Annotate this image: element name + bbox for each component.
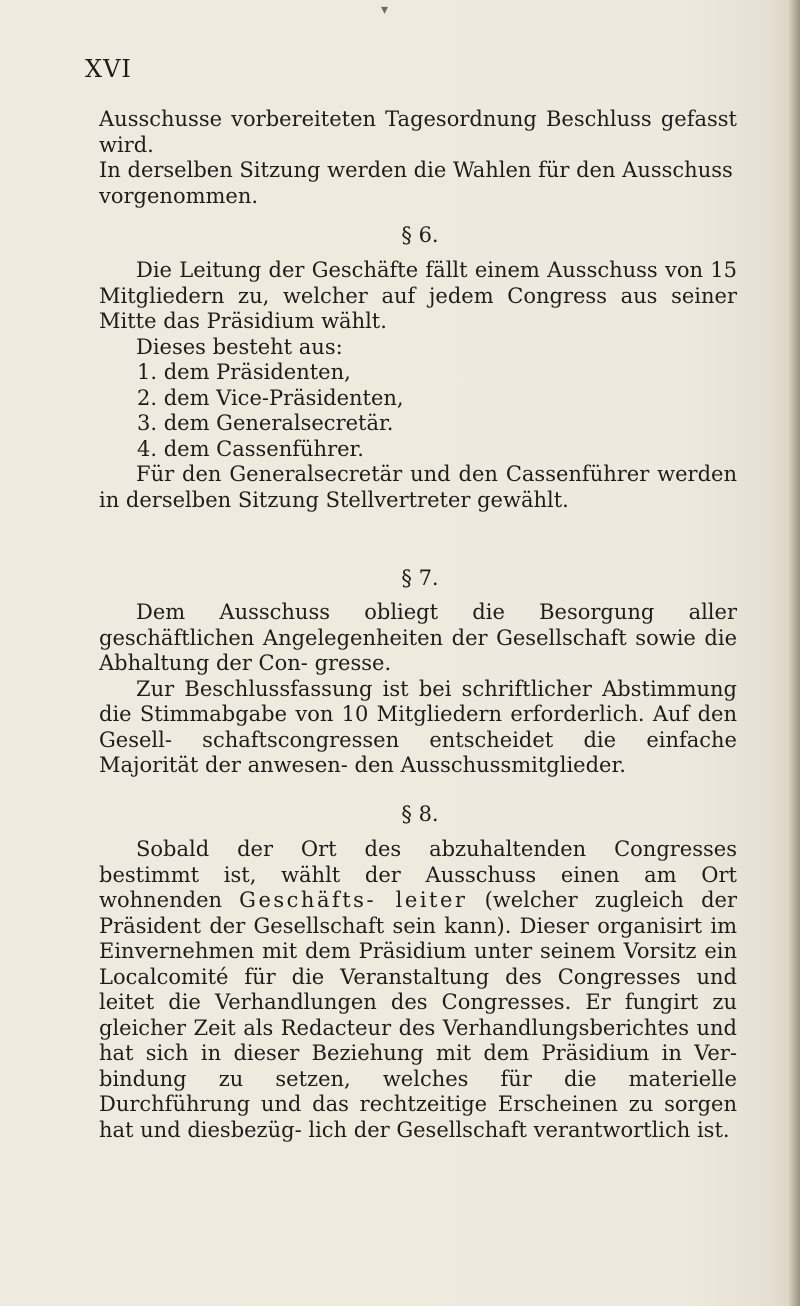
section-7-paragraph-1: Dem Ausschuss obliegt die Besorgung aller geschäftlichen Angelegenheiten der Gesellschaft sowie die Abhaltung der Con- gresse.	[99, 600, 737, 675]
section-8-emphasis: Geschäfts- leiter	[239, 888, 468, 912]
page-edge-shadow	[788, 0, 800, 1306]
section-7-body	[99, 600, 737, 779]
intro-line-1: Ausschusse vorbereiteten Tagesordnung Beschluss gefasst wird.	[99, 107, 737, 157]
section-6-list-item-1: 1. dem Präsidenten,	[137, 360, 351, 384]
section-8-text-start: Sobald der Ort des abzuhaltenden Congresses bestimmt ist, wählt der Ausschuss einen am Ort wohnenden	[99, 837, 737, 912]
section-heading-8: § 8.	[401, 802, 439, 826]
intro-paragraph	[99, 107, 737, 209]
intro-line-3: vorgenommen.	[99, 183, 259, 208]
section-6-list-item-3: 3. dem Generalsecretär.	[137, 411, 394, 435]
intro-line-2: In derselben Sitzung werden die Wahlen für den Ausschuss	[99, 158, 733, 182]
section-heading-7: § 7.	[401, 566, 439, 590]
section-8-body	[99, 837, 737, 1143]
page-number: XVI	[85, 55, 132, 83]
section-6-list-item-2: 2. dem Vice-Präsidenten,	[137, 385, 404, 410]
top-mark: ▾	[381, 2, 389, 18]
section-heading-6: § 6.	[401, 223, 439, 247]
section-6-body	[99, 258, 737, 513]
section-8-text-end: (welcher zugleich der Präsident der Gesellschaft sein kann). Dieser organisirt im Einvernehmen mit dem Präsidium unter seinem Vorsitz ein Localcomité für die Veranstaltung des Congresses und leitet die Verhandlungen des Congresses. Er fungirt zu gleicher Zeit als Redacteur des Verhandlungsberichtes und hat sich in dieser Beziehung mit dem Präsidium in Ver- bindung zu setzen, welches für die materielle Durchführung und das rechtzeitige Erscheinen zu sorgen hat und diesbezüg- lich der Gesellschaft verantwortlich ist.	[99, 888, 737, 1142]
section-7-paragraph-2: Zur Beschlussfassung ist bei schriftlicher Abstimmung die Stimmabgabe von 10 Mitgliedern erforderlich. Auf den Gesell- schaftscongressen entscheidet die einfache Majorität der anwesen- den Ausschussmitglieder.	[99, 676, 737, 777]
section-6-list-intro: Dieses besteht aus:	[136, 334, 343, 359]
section-8-paragraph	[99, 837, 737, 1143]
section-6-paragraph-2: Für den Generalsecretär und den Cassenführer werden in derselben Sitzung Stellvertreter gewählt.	[99, 462, 737, 512]
section-6-list-item-4: 4. dem Cassenführer.	[137, 436, 364, 461]
section-6-paragraph-1: Die Leitung der Geschäfte fällt einem Ausschuss von 15 Mitgliedern zu, welcher auf jedem Congress aus seiner Mitte das Präsidium wählt.	[99, 258, 737, 333]
